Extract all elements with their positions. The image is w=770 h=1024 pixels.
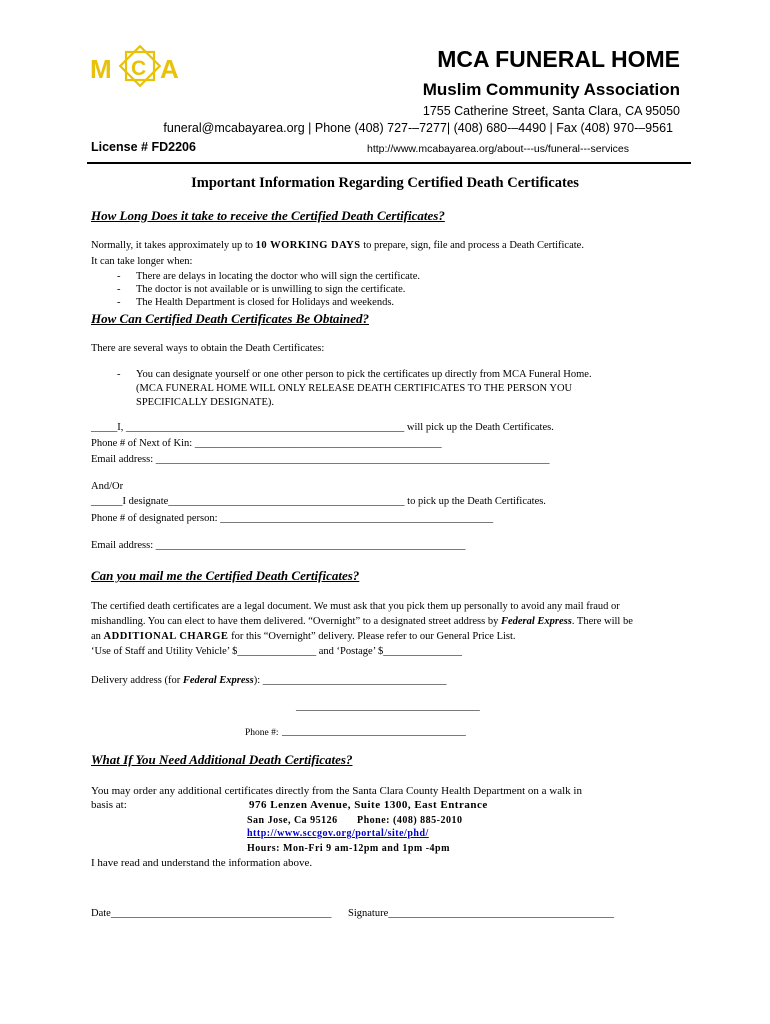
signature-field[interactable]: Signature___________________________________________	[348, 908, 614, 919]
section3-line1: The certified death certificates are a legal document. We must ask that you pick them up personally to avoid any mail fraud or	[91, 601, 620, 612]
health-dept-hours: Hours: Mon-Fri 9 am-12pm and 1pm -4pm	[247, 843, 450, 854]
and-or-label: And/Or	[91, 481, 124, 492]
email-field-1[interactable]: Email address: ___________________________________________________________________________	[91, 454, 550, 465]
health-dept-address: 976 Lenzen Avenue, Suite 1300, East Entrance	[249, 799, 488, 811]
date-field[interactable]: Date__________________________________________	[91, 908, 332, 919]
acknowledgement: I have read and understand the information above.	[91, 857, 313, 869]
org-contact: funeral@mcabayarea.org | Phone (408) 727-–7277| (408) 680-–4490 | Fax (408) 970-–9561	[163, 121, 673, 135]
email-field-2[interactable]: Email address: ___________________________________________________________	[91, 540, 466, 551]
section2-intro: There are several ways to obtain the Death Certificates:	[91, 343, 325, 354]
logo-letters: M	[90, 54, 112, 84]
section2-heading: How Can Certified Death Certificates Be Obtained?	[91, 311, 370, 326]
section1-heading: How Long Does it take to receive the Certified Death Certificates?	[91, 208, 445, 223]
section4-heading: What If You Need Additional Death Certificates?	[91, 752, 353, 767]
svg-text:A: A	[160, 54, 179, 84]
bullet-dash: -	[117, 369, 121, 380]
svg-text:C: C	[131, 57, 147, 80]
health-dept-link[interactable]: http://www.sccgov.org/portal/site/phd/	[247, 828, 429, 839]
bullet-dash: -	[117, 284, 121, 295]
section2-bullet-line3: SPECIFICALLY DESIGNATE).	[136, 397, 274, 408]
section3-heading: Can you mail me the Certified Death Certificates?	[91, 568, 360, 583]
delivery-address-line2[interactable]: ___________________________________	[296, 701, 480, 712]
designate-field[interactable]: ______I designate_____________________________________________ to pick up the Death Certificates.	[91, 496, 546, 507]
delivery-phone-field[interactable]: ___________________________________	[282, 726, 466, 737]
section1-bullet-2: The doctor is not available or is unwilling to sign the certificate.	[136, 284, 406, 295]
section4-line1: You may order any additional certificates directly from the Santa Clara County Health Department on a walk in	[91, 785, 582, 797]
delivery-address-field[interactable]: Delivery address (for Federal Express): ___________________________________	[91, 675, 447, 686]
section1-bullet-1: There are delays in locating the doctor who will sign the certificate.	[136, 271, 420, 282]
section2-bullet-line2: (MCA FUNERAL HOME WILL ONLY RELEASE DEATH CERTIFICATES TO THE PERSON YOU	[136, 383, 573, 394]
health-dept-phone: Phone: (408) 885-2010	[357, 815, 463, 826]
next-of-kin-phone-field[interactable]: Phone # of Next of Kin: _______________________________________________	[91, 438, 442, 449]
section4-line2: basis at:	[91, 799, 127, 811]
section1-line1: Normally, it takes approximately up to 10 WORKING DAYS to prepare, sign, file and process a Death Certificate.	[91, 240, 584, 251]
org-address: 1755 Catherine Street, Santa Clara, CA 95050	[422, 104, 680, 118]
license-number: License # FD2206	[91, 140, 196, 154]
header-divider	[87, 162, 691, 164]
health-dept-city: San Jose, Ca 95126	[247, 815, 338, 826]
section2-bullet-line1: You can designate yourself or one other person to pick the certificates up directly from MCA Funeral Home.	[136, 369, 592, 380]
document-title: Important Information Regarding Certified Death Certificates	[191, 175, 579, 191]
designated-phone-field[interactable]: Phone # of designated person: ____________________________________________________	[91, 513, 494, 524]
mca-logo	[90, 42, 190, 94]
delivery-phone-label: Phone #:	[245, 728, 279, 738]
bullet-dash: -	[117, 271, 121, 282]
org-url[interactable]: http://www.mcabayarea.org/about---us/funeral---services	[367, 143, 630, 155]
org-subtitle: Muslim Community Association	[422, 80, 680, 99]
org-name: MCA FUNERAL HOME	[437, 46, 680, 72]
designee-name-field[interactable]: _____I, _____________________________________________________ will pick up the Death Certificates.	[91, 422, 554, 433]
section1-bullet-3: The Health Department is closed for Holidays and weekends.	[136, 297, 395, 308]
section3-line2: mishandling. You can elect to have them delivered. “Overnight” to a designated street address by Federal Express. There will be	[91, 616, 633, 627]
fee-fields[interactable]: ‘Use of Staff and Utility Vehicle’ $_______________ and ‘Postage’ $_______________	[91, 646, 463, 657]
bullet-dash: -	[117, 297, 121, 308]
section3-line3: an ADDITIONAL CHARGE for this “Overnight” delivery. Please refer to our General Price List.	[91, 631, 516, 642]
section1-line2: It can take longer when:	[91, 256, 193, 267]
